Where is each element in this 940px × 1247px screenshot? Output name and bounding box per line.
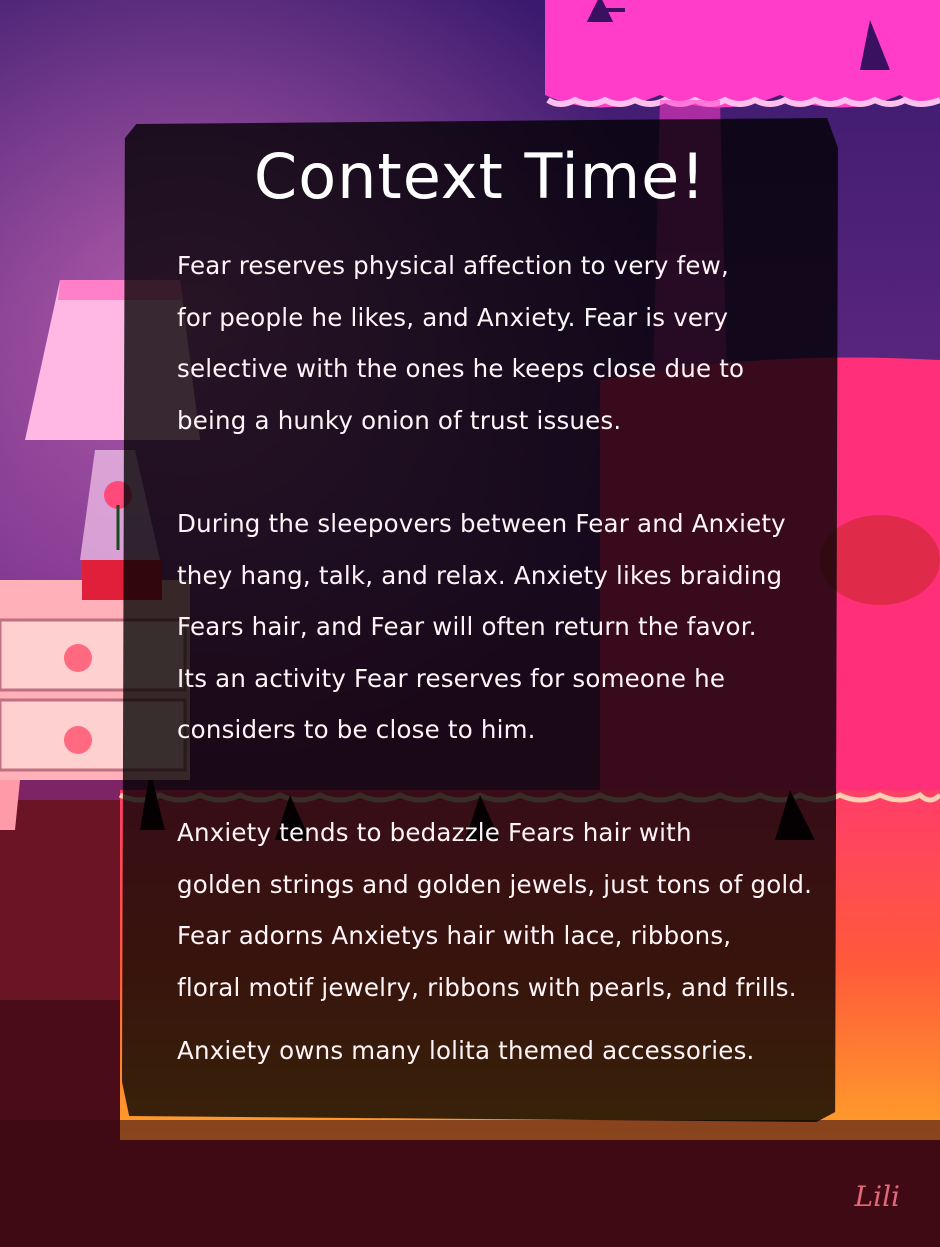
paragraph-sleepovers: During the sleepovers between Fear and Anxiety they hang, talk, and relax. Anxiety likes braiding Fears hair, and Fear will often return the favor. Its an activity Fear reserves for someone he considers to be close to him. [177,509,786,744]
artist-signature: Lili [854,1180,900,1213]
paragraph-physical-affection: Fear reserves physical affection to very few, for people he likes, and Anxiety. Fear is very selective with the ones he keeps close due to being a hunky onion of trust issues. [177,251,745,435]
paragraph-accessories: Anxiety owns many lolita themed accessories. [177,1036,755,1065]
paragraph-hair-adornments: Anxiety tends to bedazzle Fears hair with golden strings and golden jewels, just tons of gold. Fear adorns Anxietys hair with lace, ribbons, floral motif jewelry, ribbons with pearls, and frills. [177,818,813,1002]
page-title: Context Time! [253,140,707,213]
